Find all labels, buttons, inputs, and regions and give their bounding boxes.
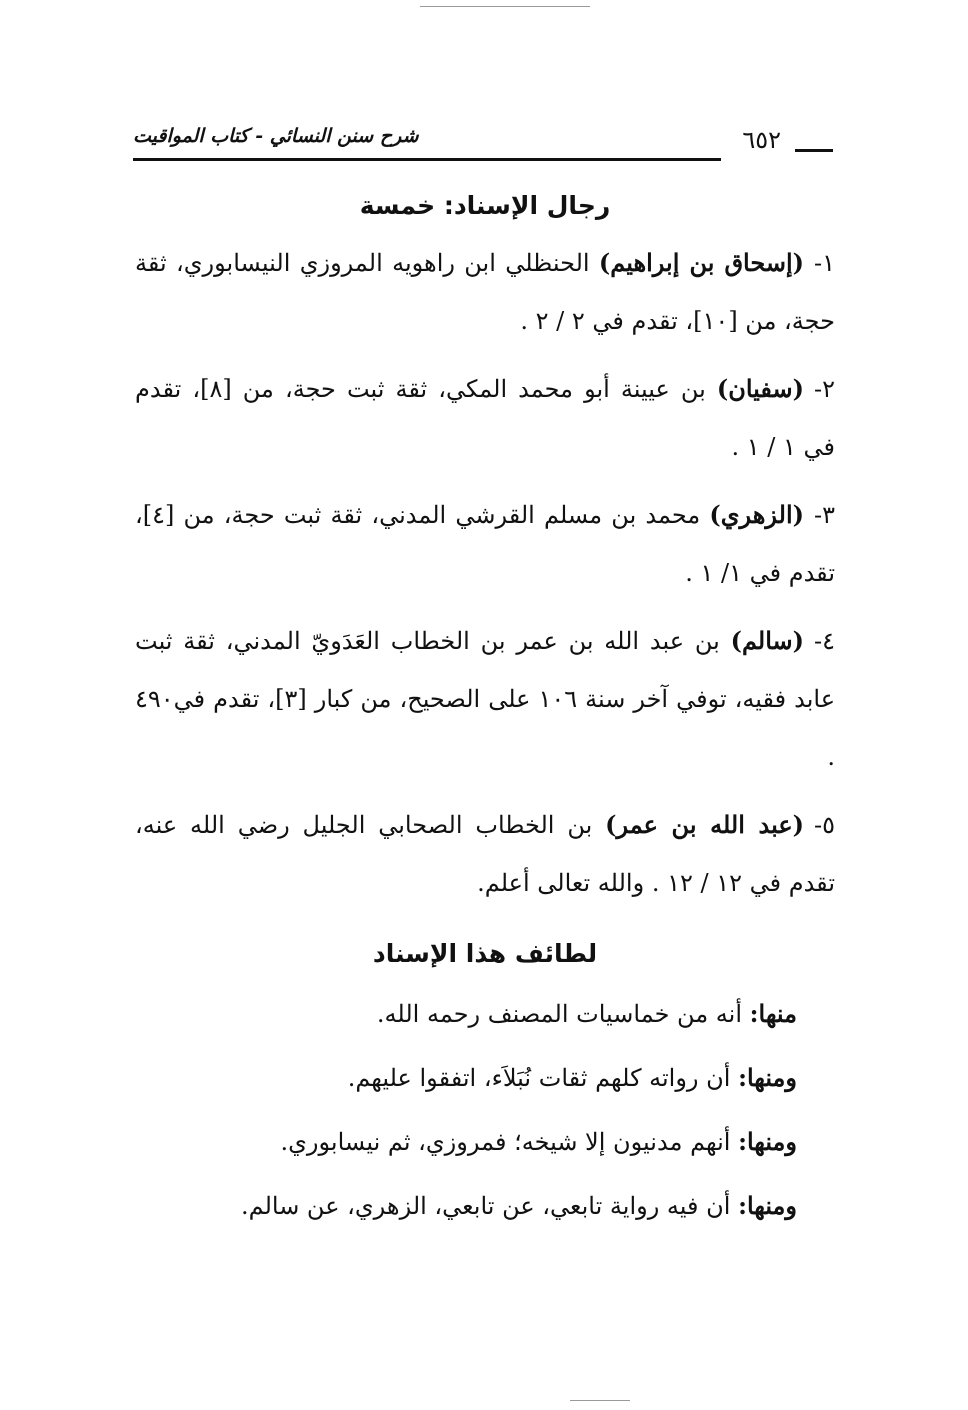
narrator-details: بن عيينة أبو محمد المكي، ثقة ثبت حجة، من [٨]، تقدم في ١ / ١ . (135, 375, 835, 461)
entry-number: ١- (814, 249, 835, 277)
subtlety-text: أن رواته كلهم ثقات نُبَلاَء، اتفقوا عليهم. (347, 1064, 739, 1092)
subtlety-item (135, 1174, 797, 1238)
subtlety-lead: ومنها: (738, 1191, 797, 1220)
page-number: ٦٥٢ (742, 126, 781, 154)
entry-number: ٤- (814, 627, 836, 655)
narrator-entry (135, 486, 835, 602)
top-edge-line (420, 6, 590, 7)
running-title: شرح سنن النسائي - كتاب المواقيت (133, 125, 419, 147)
page-header (133, 118, 833, 162)
entry-number: ٣- (814, 501, 835, 529)
narrator-details: محمد بن مسلم القرشي المدني، ثقة ثبت حجة، من [٤]، تقدم في ١/ ١ . (135, 501, 835, 587)
subtleties-list (135, 982, 835, 1238)
header-dash (795, 149, 833, 152)
subtlety-text: أنه من خماسيات المصنف رحمه الله. (376, 1000, 750, 1028)
narrator-details: بن عبد الله بن عمر بن الخطاب العَدَويّ المدني، ثقة ثبت عابد فقيه، توفي آخر سنة ١٠٦ على الصحيح، من كبار [٣]، تقدم في٤٩٠ . (135, 627, 836, 771)
narrator-entry (135, 612, 835, 786)
header-rule (133, 158, 721, 161)
narrator-name: (عبد الله بن عمر) (605, 810, 804, 839)
subtlety-item (135, 1046, 797, 1110)
bottom-edge-line (570, 1400, 630, 1401)
subtlety-item (135, 982, 797, 1046)
subtlety-text: أنهم مدنيون إلا شيخه؛ فمروزي، ثم نيسابوري. (280, 1128, 739, 1156)
narrator-details: الحنظلي ابن راهويه المروزي النيسابوري، ثقة حجة، من [١٠]، تقدم في ٢ / ٢ . (135, 249, 835, 335)
subtlety-item (135, 1110, 797, 1174)
narrator-entry (135, 360, 835, 476)
narrator-entry (135, 234, 835, 350)
narrator-name: (سالم) (730, 626, 805, 655)
subtlety-lead: ومنها: (738, 1127, 797, 1156)
narrator-name: (إسحاق بن إبراهيم) (598, 248, 804, 277)
page-content (135, 178, 835, 1238)
narrator-details: بن الخطاب الصحابي الجليل رضي الله عنه، تقدم في ١٢ / ١٢ . والله تعالى أعلم. (135, 811, 835, 897)
subtlety-lead: ومنها: (738, 1063, 797, 1092)
subtlety-text: أن فيه رواية تابعي، عن تابعي، الزهري، عن سالم. (240, 1192, 739, 1220)
subtlety-lead: منها: (749, 999, 797, 1028)
entry-number: ٢- (814, 375, 836, 403)
narrator-entry (135, 796, 835, 912)
section-title-narrators: رجال الإسناد: خمسة (359, 191, 611, 220)
narrator-name: (الزهري) (709, 500, 804, 529)
narrator-name: (سفيان) (716, 374, 805, 403)
entry-number: ٥- (814, 811, 835, 839)
section-title-subtleties: لطائف هذا الإسناد (372, 939, 598, 968)
